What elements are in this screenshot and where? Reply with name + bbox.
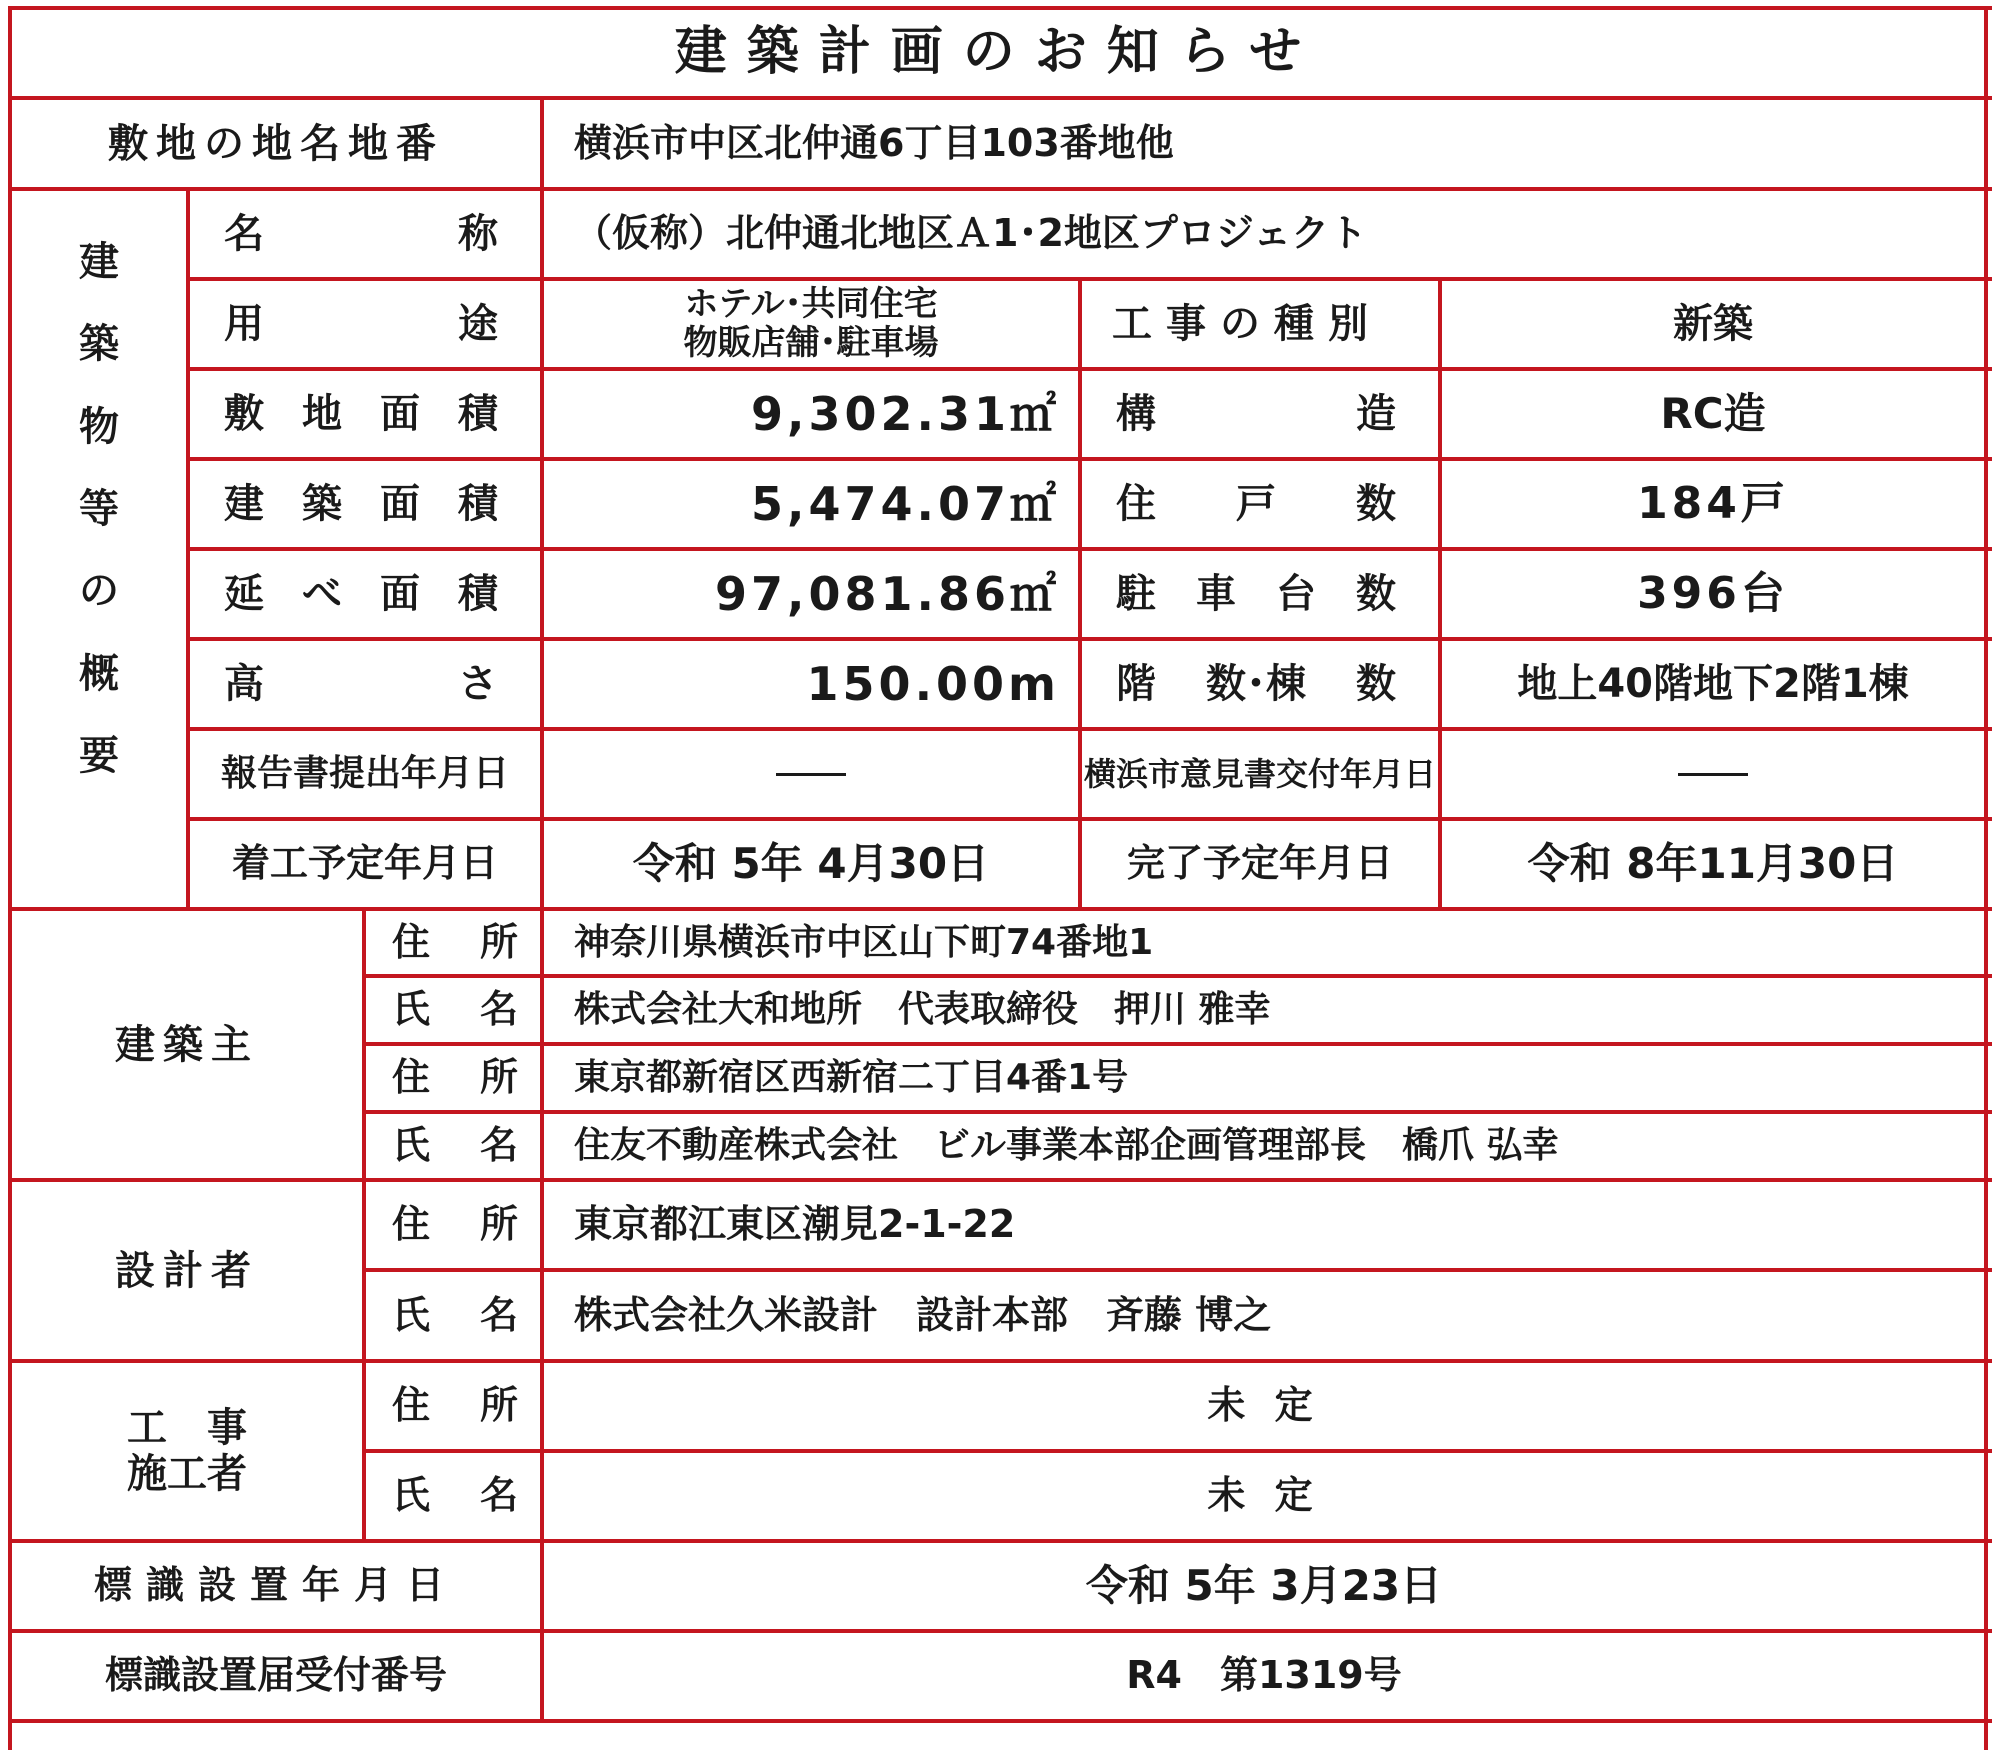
site-area-value: 9,302.31㎡ [751, 386, 1060, 441]
building-overview-group-label-char: 等 [79, 485, 119, 532]
owner-address-label: 住 所 [392, 1055, 518, 1100]
designer-group-label: 設計者 [115, 1247, 259, 1294]
completion-date-value: 令和 8年11月30日 [1527, 838, 1899, 888]
contractor-group-label [12, 1363, 362, 1539]
report-date-label: 報告書提出年月日 [220, 753, 509, 795]
construction-type-value: 新築 [1673, 301, 1753, 347]
use-value-line1: ホテル･共同住宅 [684, 283, 938, 324]
height-label: 高 さ [224, 661, 498, 707]
sign-receipt-label: 標識設置届受付番号 [104, 1653, 447, 1698]
construction-type-label: 工事の種別 [1112, 301, 1382, 347]
building-overview-group-label [12, 191, 186, 907]
building-area-label: 建 築 面 積 [224, 481, 498, 527]
contractor-group-label-line1: 工 事 [127, 1405, 247, 1451]
owner-name-label: 氏 名 [392, 987, 518, 1032]
units-value: 184戸 [1637, 477, 1789, 529]
units-label: 住 戸 数 [1116, 481, 1396, 527]
designer-address-label: 住 所 [392, 1202, 518, 1247]
owner-group-label: 建築主 [115, 1021, 259, 1068]
contractor-address-label: 住 所 [392, 1383, 518, 1428]
report-date-value [544, 731, 1078, 817]
designer-name-value: 株式会社久米設計 設計本部 斉藤 博之 [574, 1292, 1272, 1337]
owner-name-label: 氏 名 [392, 1123, 518, 1168]
floors-label: 階 数･棟 数 [1116, 661, 1396, 707]
completion-date-label: 完了予定年月日 [1126, 841, 1393, 886]
site-area-label: 敷 地 面 積 [224, 391, 498, 437]
floor-area-value: 97,081.86㎡ [715, 566, 1060, 621]
dash-mark [1678, 773, 1748, 776]
owner-address-value: 神奈川県横浜市中区山下町74番地1 [574, 921, 1154, 963]
building-overview-group-label-char: 要 [79, 732, 119, 779]
structure-value: RC造 [1660, 388, 1766, 438]
site-address-label: 敷地の地名地番 [108, 120, 444, 167]
start-date-value: 令和 5年 4月30日 [632, 838, 990, 888]
start-date-label: 着工予定年月日 [231, 841, 498, 886]
building-overview-group-label-char: 概 [79, 650, 119, 697]
border-right [1984, 6, 1988, 1750]
owner-name-value: 住友不動産株式会社 ビル事業本部企画管理部長 橋爪 弘幸 [574, 1125, 1559, 1167]
floors-value: 地上40階地下2階1棟 [1517, 661, 1909, 707]
contractor-name-value: 未 定 [1207, 1473, 1321, 1518]
designer-address-value: 東京都江東区潮見2-1-22 [574, 1202, 1016, 1247]
sign-installed-label: 標識設置年月日 [93, 1563, 458, 1608]
owner-address-label: 住 所 [392, 919, 518, 964]
opinion-date-value [1442, 731, 1984, 817]
building-area-value: 5,474.07㎡ [751, 476, 1060, 531]
sign-installed-value: 令和 5年 3月23日 [1085, 1560, 1443, 1610]
building-overview-group-label-char: の [79, 568, 119, 615]
name-value: （仮称）北仲通北地区Ａ1･2地区プロジェクト [574, 211, 1368, 256]
opinion-date-label: 横浜市意見書交付年月日 [1083, 754, 1436, 793]
contractor-group-label-line2: 施工者 [127, 1451, 247, 1497]
building-overview-group-label-char: 築 [79, 321, 119, 368]
parking-label: 駐 車 台 数 [1116, 571, 1396, 617]
contractor-name-label: 氏 名 [392, 1473, 518, 1518]
use-value-line2: 物販店舗･駐車場 [683, 323, 939, 363]
owner-name-value: 株式会社大和地所 代表取締役 押川 雅幸 [574, 989, 1271, 1031]
use-label: 用 途 [224, 301, 498, 347]
sign-title: 建築計画のお知らせ [674, 22, 1322, 83]
sign-receipt-value: R4 第1319号 [1126, 1653, 1402, 1698]
parking-value: 396台 [1637, 567, 1789, 619]
designer-name-label: 氏 名 [392, 1292, 518, 1337]
height-value: 150.00m [806, 656, 1060, 711]
floor-area-label: 延 べ 面 積 [224, 571, 498, 617]
name-label: 名 称 [224, 211, 498, 257]
structure-label: 構 造 [1116, 391, 1396, 437]
building-plan-notice-sign [8, 6, 1992, 1750]
use-value [544, 281, 1078, 367]
owner-address-value: 東京都新宿区西新宿二丁目4番1号 [574, 1057, 1129, 1099]
rule [8, 1719, 1992, 1723]
dash-mark [776, 773, 846, 776]
building-overview-group-label-char: 物 [79, 403, 119, 450]
site-address-value: 横浜市中区北仲通6丁目103番地他 [574, 120, 1174, 165]
building-overview-group-label-char: 建 [79, 239, 119, 286]
contractor-address-value: 未 定 [1207, 1383, 1321, 1428]
